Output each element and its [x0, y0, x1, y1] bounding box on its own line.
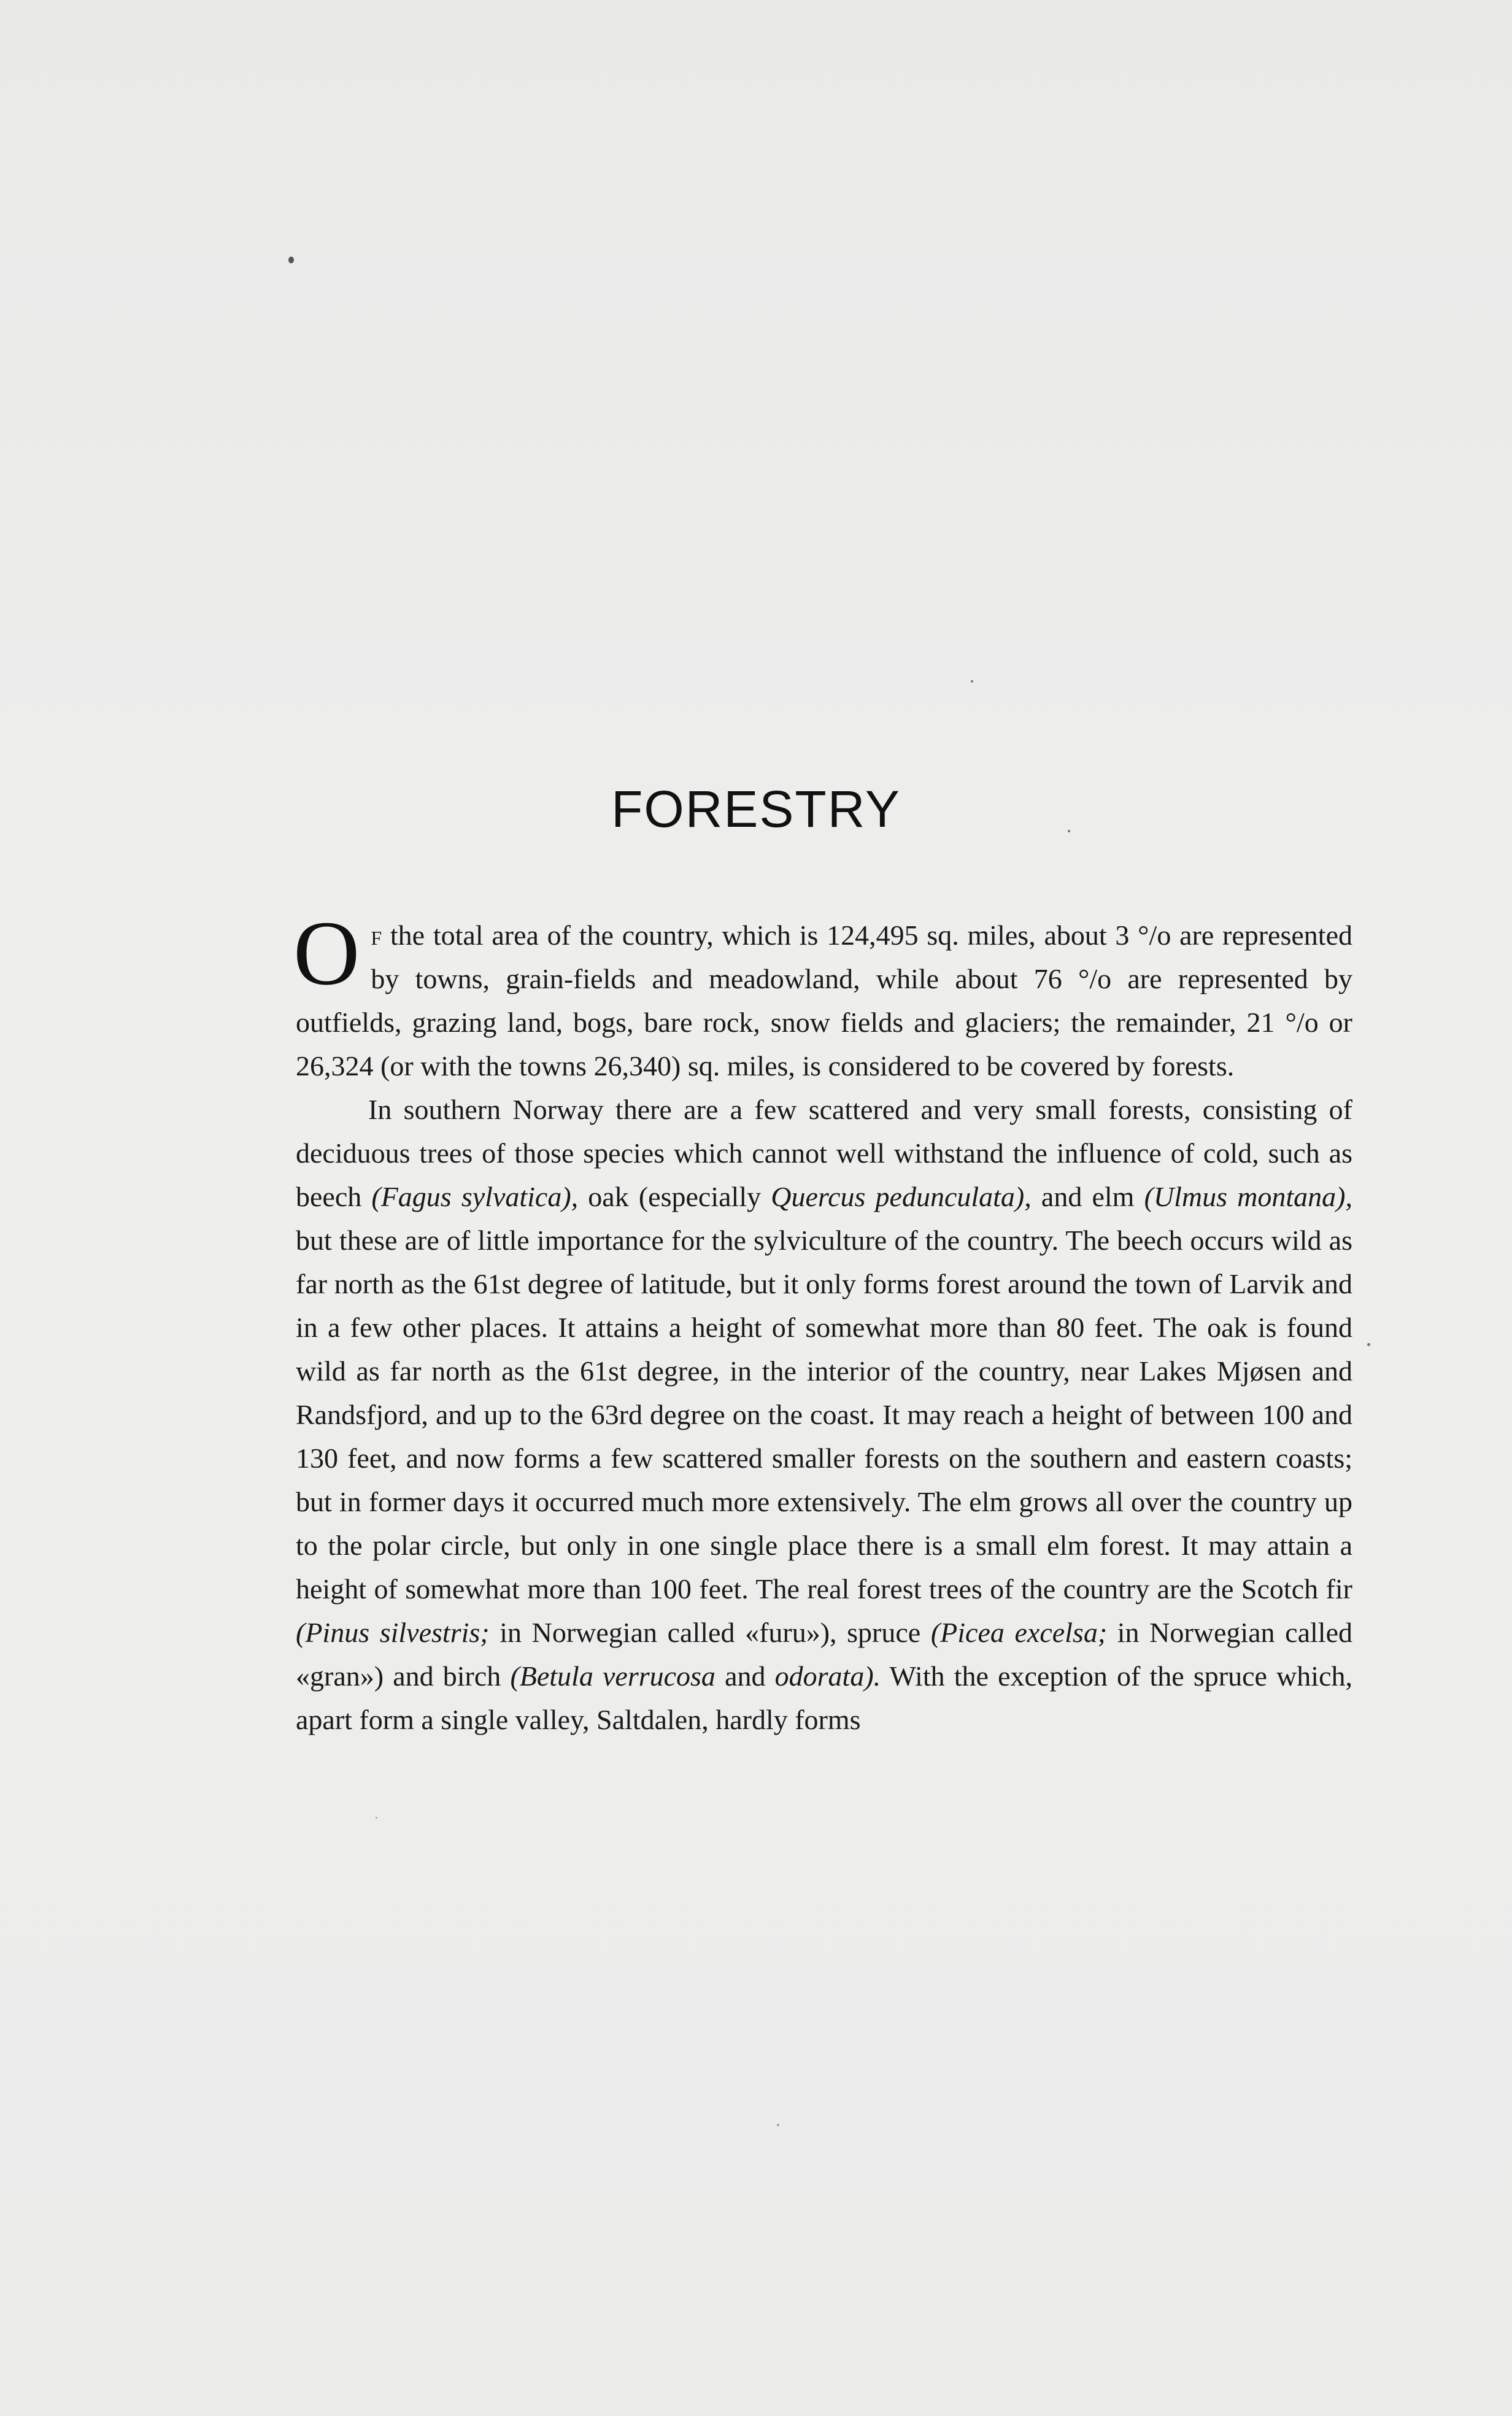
paper-speck [777, 2124, 779, 2126]
latin-name: Quercus pedunculata), [771, 1181, 1032, 1212]
paper-speck [288, 257, 294, 263]
paragraph-2-text: In southern Norway there are a few scattered and very small forests, consisting of deciduous trees of those species which cannot well withstand the influence of cold, such as beech [296, 1094, 1352, 1212]
paragraph-1-text: the total area of the country, which is 124,495 sq. miles, about 3 °/o are represented by towns, grain-fields and meadowland, while about 76 °/o are represented by outfields, grazing land, bogs, bare rock, snow fields and glaciers; the remainder, 21 °/o or 26,324 (or with the towns 26,340) sq. miles, is considered to be covered by forests. [296, 920, 1352, 1082]
paper-speck [971, 680, 973, 683]
latin-name: odorata). [774, 1660, 881, 1692]
paragraph-2-text: but these are of little importance for the sylviculture of the country. The beech occurs wild as far north as the 61st degree of latitude, but it only forms forest around the town of Larvik and in a few other places. It attains a height of somewhat more than 80 feet. The oak is found wild as far north as the 61st degree, in the interior of the country, near Lakes Mjøsen and Randsfjord, and up to the 63rd degree on the coast. It may reach a height of between 100 and 130 feet, and now forms a few scattered smaller forests on the southern and eastern coasts; but in former days it occurred much more extensively. The elm grows all over the country up to the polar circle, but only in one single place there is a small elm forest. It may attain a height of somewhat more than 100 feet. The real forest trees of the country are the Scotch fir [296, 1225, 1352, 1605]
paragraph-2-text: oak (especially [578, 1181, 771, 1212]
paragraph-1-lead: f [371, 920, 382, 951]
paragraph-2-text: and [715, 1660, 775, 1692]
paper-speck [376, 1817, 377, 1819]
paragraph-2-text: in Norwegian called «gran») and birch [296, 1617, 1352, 1692]
paragraph-2 [296, 1088, 1352, 1741]
latin-name: (Ulmus montana), [1144, 1181, 1352, 1212]
paragraph-2-text: With the exception of the spruce which, apart form a single valley, Saltdalen, hardly forms [296, 1660, 1352, 1735]
paragraph-2-text: in Norwegian called «furu»), spruce [489, 1617, 931, 1648]
article-body [293, 902, 1352, 1741]
paper-speck [1367, 1343, 1370, 1346]
latin-name: (Picea excelsa; [930, 1617, 1108, 1648]
paragraph-2-text: and elm [1031, 1181, 1144, 1212]
latin-name: (Pinus silvestris; [296, 1617, 490, 1648]
paragraph-1 [293, 902, 1352, 1088]
page-title: FORESTRY [611, 780, 901, 838]
latin-name: (Betula verrucosa [510, 1660, 716, 1692]
drop-cap: O [293, 902, 360, 1004]
latin-name: (Fagus sylvatica), [371, 1181, 579, 1212]
